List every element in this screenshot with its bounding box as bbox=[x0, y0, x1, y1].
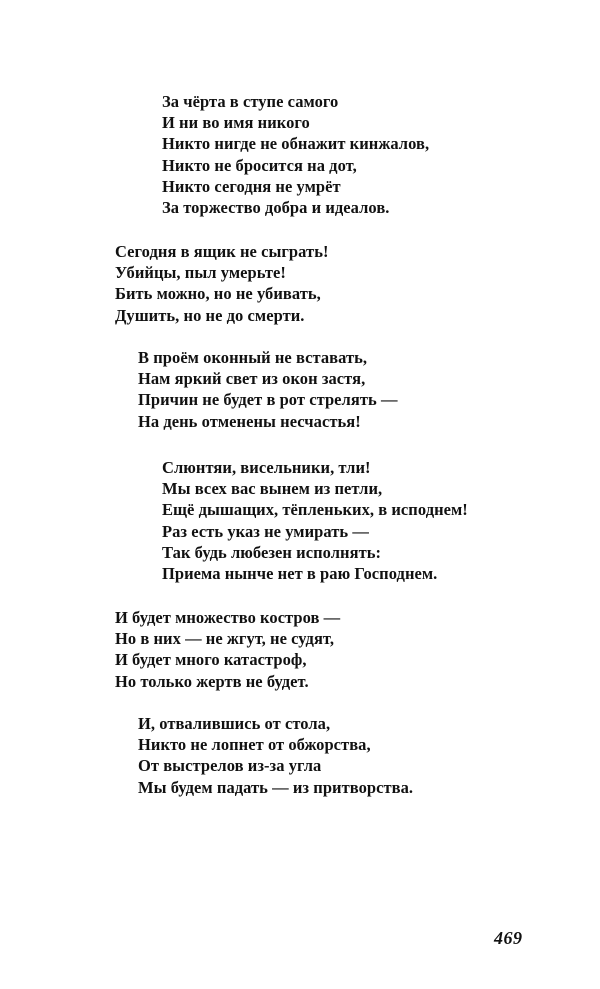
stanza-1 bbox=[162, 91, 429, 218]
verse-line: И будет много катастроф, bbox=[115, 650, 307, 670]
verse-line: Мы всех вас вынем из петли, bbox=[162, 479, 383, 499]
verse-line: Нам яркий свет из окон застя, bbox=[138, 369, 366, 389]
verse-line: Душить, но не до смерти. bbox=[115, 305, 305, 325]
stanza-4 bbox=[162, 457, 468, 584]
verse-line: Убийцы, пыл умерьте! bbox=[115, 263, 286, 283]
verse-line: Никто не лопнет от обжорства, bbox=[138, 735, 371, 755]
stanza-5 bbox=[115, 607, 340, 692]
verse-line: Причин не будет в рот стрелять — bbox=[138, 390, 398, 410]
verse-line: За торжество добра и идеалов. bbox=[162, 198, 390, 218]
page-number: 469 bbox=[494, 928, 523, 948]
verse-line: Приема нынче нет в раю Господнем. bbox=[162, 564, 438, 584]
verse-line: Никто сегодня не умрёт bbox=[162, 176, 341, 196]
stanza-2 bbox=[115, 241, 329, 326]
verse-line: Но в них — не жгут, не судят, bbox=[115, 629, 335, 649]
verse-line: И будет множество костров — bbox=[115, 608, 341, 627]
stanza-6 bbox=[138, 713, 413, 798]
verse-line: За чёрта в ступе самого bbox=[162, 92, 339, 111]
verse-line: И, отвалившись от стола, bbox=[138, 714, 331, 733]
verse-line: Мы будем падать — из притворства. bbox=[138, 777, 414, 797]
verse-line: От выстрелов из-за угла bbox=[138, 756, 322, 776]
verse-line: Слюнтяи, висельники, тли! bbox=[162, 458, 371, 477]
verse-line: Так будь любезен исполнять: bbox=[162, 542, 382, 562]
stanza-3 bbox=[138, 347, 398, 432]
verse-line: И ни во имя никого bbox=[162, 113, 310, 133]
verse-line: В проём оконный не вставать, bbox=[138, 348, 368, 367]
verse-line: Раз есть указ не умирать — bbox=[162, 521, 369, 541]
verse-line: Сегодня в ящик не сыграть! bbox=[115, 242, 329, 261]
verse-line: Но только жертв не будет. bbox=[115, 671, 309, 691]
verse-line: Никто нигде не обнажит кинжалов, bbox=[162, 134, 430, 154]
verse-line: На день отменены несчастья! bbox=[138, 411, 361, 431]
verse-line: Никто не бросится на дот, bbox=[162, 155, 357, 175]
verse-line: Бить можно, но не убивать, bbox=[115, 284, 321, 304]
verse-line: Ещё дышащих, тёпленьких, в исподнем! bbox=[162, 500, 468, 520]
